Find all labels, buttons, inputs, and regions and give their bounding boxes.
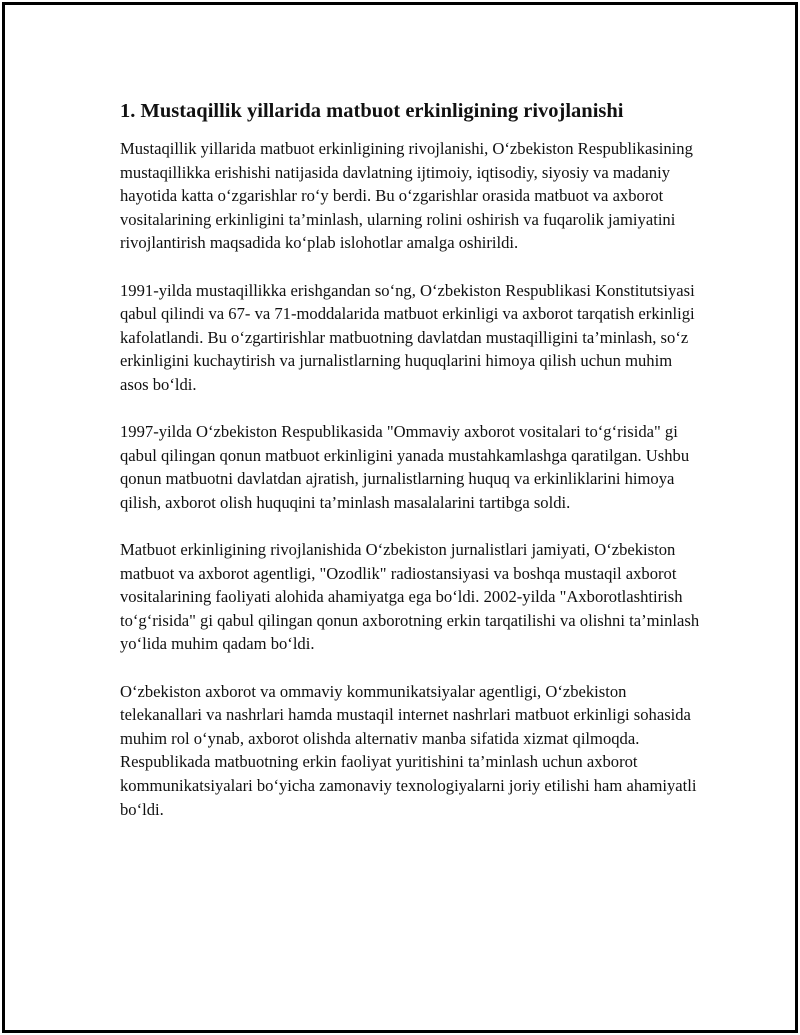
page-frame bbox=[2, 2, 798, 1033]
document-body bbox=[120, 97, 700, 845]
document-title: 1. Mustaqillik yillarida matbuot erkinligining rivojlanishi bbox=[120, 100, 624, 122]
paragraph: Mustaqillik yillarida matbuot erkinligining rivojlanishi, O‘zbekiston Respublikasining mustaqillikka erishishi natijasida davlatning ijtimoiy, iqtisodiy, siyosiy va madaniy hayotida katta o‘zgarishlar ro‘y berdi. Bu o‘zgarishlar orasida matbuot va axborot vositalarining erkinligini ta’minlash, ularning rolini oshirish va fuqarolik jamiyatini rivojlantirish maqsadida ko‘plab islohotlar amalga oshirildi. bbox=[120, 139, 693, 253]
paragraph: 1991-yilda mustaqillikka erishgandan so‘ng, O‘zbekiston Respublikasi Konstitutsiyasi qabul qilindi va 67- va 71-moddalarida matbuot erkinligi va axborot tarqatish erkinligi kafolatlandi. Bu o‘zgartirishlar matbuotning davlatdan mustaqilligini ta’minlash, so‘z erkinligini kuchaytirish va jurnalistlarning huquqlarini himoya qilish uchun muhim asos bo‘ldi. bbox=[120, 280, 695, 394]
paragraph: Matbuot erkinligining rivojlanishida O‘zbekiston jurnalistlari jamiyati, O‘zbekiston matbuot va axborot agentligi, "Ozodlik" radiostansiyasi va boshqa mustaqil axborot vositalarining faoliyati alohida ahamiyatga ega bo‘ldi. 2002-yilda "Axborotlashtirish to‘g‘risida" gi qabul qilingan qonun axborotning erkin tarqatilishi va olishni ta’minlash yo‘lida muhim qadam bo‘ldi. bbox=[120, 540, 700, 654]
paragraph: 1997-yilda O‘zbekiston Respublikasida "Ommaviy axborot vositalari to‘g‘risida" gi qabul qilingan qonun matbuot erkinligini yanada mustahkamlashga qaratilgan. Ushbu qonun matbuotni davlatdan ajratish, jurnalistlarning huquq va erkinliklarini himoya qilish, axborot olish huquqini ta’minlash masalalarini tartibga soldi. bbox=[120, 422, 690, 512]
paragraph: O‘zbekiston axborot va ommaviy kommunikatsiyalar agentligi, O‘zbekiston telekanallari va nashrlari hamda mustaqil internet nashrlari matbuot erkinligi sohasida muhim rol o‘ynab, axborot olishda alternativ manba sifatida xizmat qilmoqda. Respublikada matbuotning erkin faoliyat yuritishini ta’minlash uchun axborot kommunikatsiyalari bo‘yicha zamonaviy texnologiyalarni joriy etilishi ham ahamiyatli bo‘ldi. bbox=[120, 681, 697, 819]
